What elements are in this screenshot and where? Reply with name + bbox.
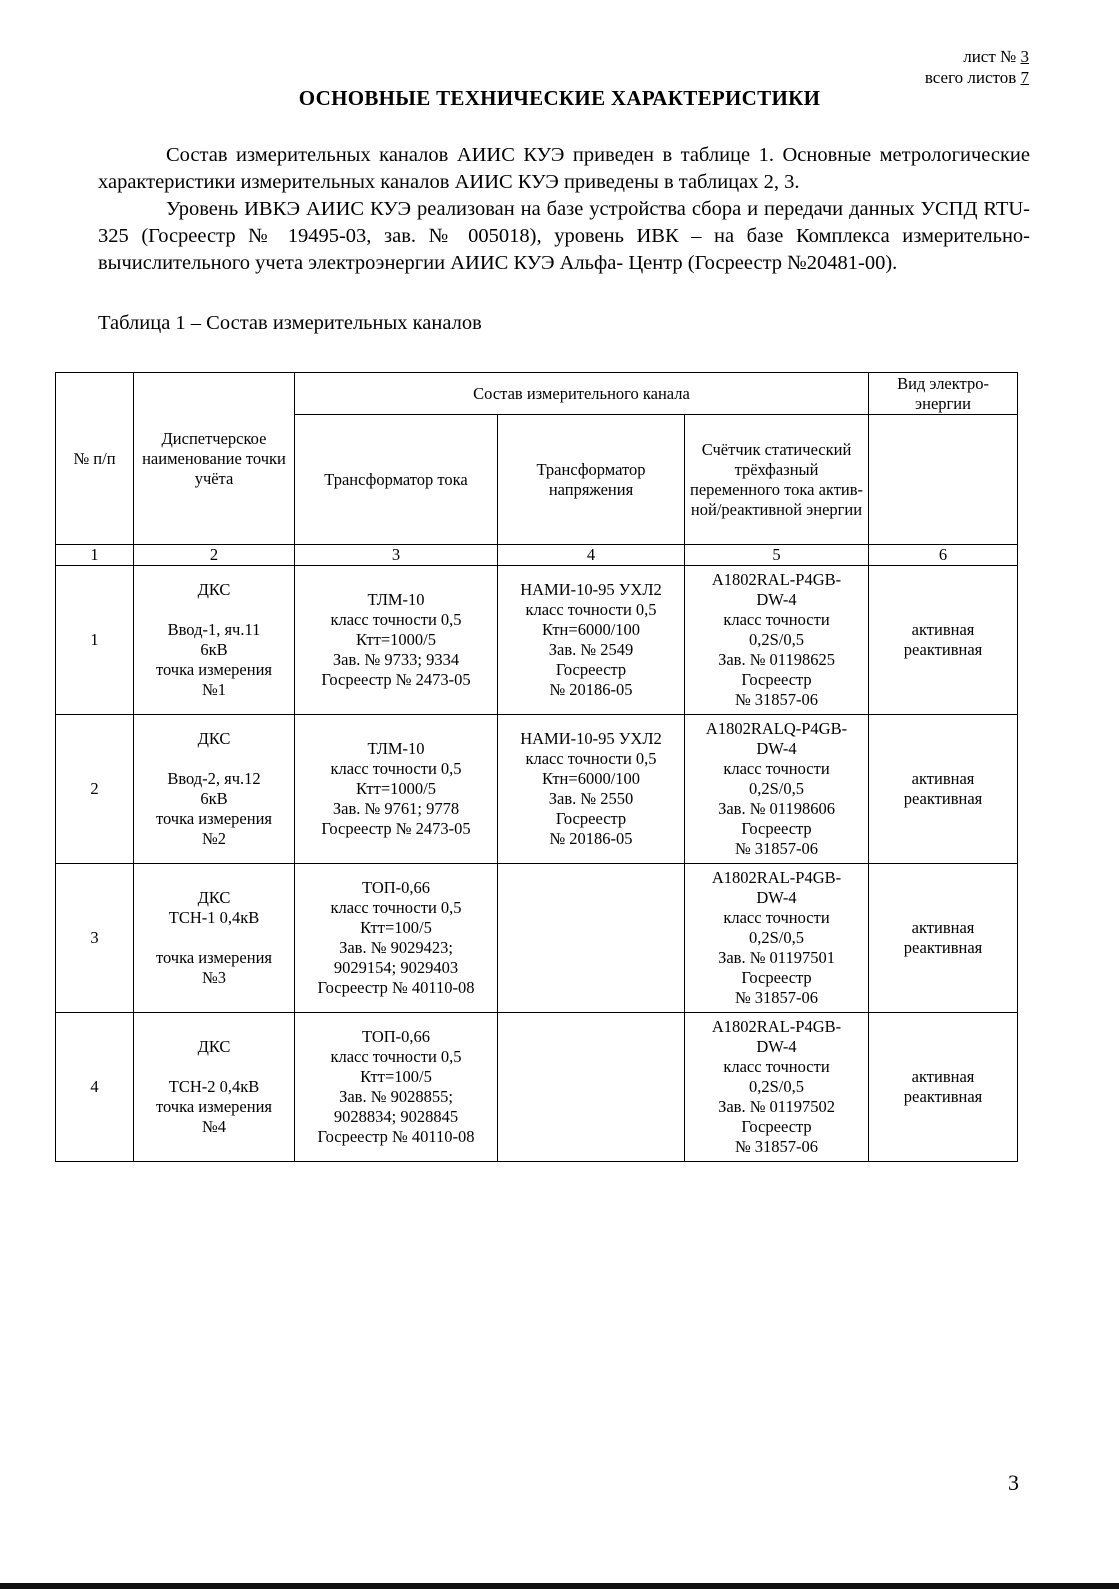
cell-meter — [685, 1013, 869, 1162]
cell-line: активная — [911, 769, 975, 788]
col-number: 1 — [56, 545, 134, 566]
cell-line: Госреестр — [555, 809, 627, 828]
cell-line: класс точности — [723, 1057, 830, 1076]
cell-num: 2 — [56, 715, 134, 864]
document-title: ОСНОВНЫЕ ТЕХНИЧЕСКИЕ ХАРАКТЕРИСТИКИ — [298, 86, 821, 110]
cell-line: класс точности 0,5 — [330, 1047, 462, 1066]
header-energy-empty — [869, 415, 1018, 545]
cell-line: Госреестр № 40110-08 — [317, 1127, 475, 1146]
cell-point — [134, 864, 295, 1013]
col-number: 4 — [498, 545, 685, 566]
table-row — [56, 566, 1018, 715]
cell-line — [137, 1057, 291, 1077]
cell-line — [137, 928, 291, 948]
paragraph: Уровень ИВКЭ АИИС КУЭ реализован на базе устройства сбора и передачи данных УСПД RTU-325 (Госреестр № 19495-03, зав. № 005018), уровень ИВК – на базе Комплекса измерительно-вычислительного учета электроэнергии АИИС КУЭ Альфа- Центр (Госреестр №20481-00). — [98, 198, 1030, 274]
cell-line: № 20186-05 — [549, 680, 633, 699]
cell-line: реактивная — [903, 789, 983, 808]
cell-line — [137, 600, 291, 620]
cell-point — [134, 715, 295, 864]
cell-line: Зав. № 01197502 — [718, 1097, 835, 1116]
header-ct: Трансформатор тока — [295, 415, 498, 545]
cell-line: Госреестр — [555, 660, 627, 679]
channels-table — [55, 372, 1018, 1162]
cell-line: Госреестр № 40110-08 — [317, 978, 475, 997]
cell-line: ТОП-0,66 — [361, 1027, 431, 1046]
cell-line: НАМИ-10-95 УХЛ2 — [520, 729, 662, 748]
column-numbers-row — [56, 545, 1018, 566]
cell-meter — [685, 864, 869, 1013]
cell-line: 0,2S/0,5 — [749, 630, 805, 649]
cell-line: активная — [911, 1067, 975, 1086]
cell-line: НАМИ-10-95 УХЛ2 — [520, 580, 662, 599]
cell-line: ДКС — [197, 729, 231, 748]
cell-line: ТСН-2 0,4кВ — [168, 1077, 260, 1096]
cell-line: класс точности — [723, 908, 830, 927]
cell-line: №3 — [202, 968, 226, 987]
sheet-number-line — [925, 46, 1029, 67]
table-caption: Таблица 1 – Состав измерительных каналов — [98, 312, 482, 334]
cell-line: А1802RAL-P4GB- — [711, 1017, 842, 1036]
cell-line: DW-4 — [756, 888, 797, 907]
cell-line: №4 — [202, 1117, 226, 1136]
cell-meter — [685, 715, 869, 864]
cell-line: Ктн=6000/100 — [541, 769, 641, 788]
cell-line: 0,2S/0,5 — [749, 779, 805, 798]
cell-line: А1802RAL-P4GB- — [711, 868, 842, 887]
header-num: № п/п — [56, 373, 134, 545]
cell-line: Госреестр — [741, 968, 812, 987]
cell-line — [137, 749, 291, 769]
cell-line: ДКС — [197, 1037, 231, 1056]
cell-line: Ктт=1000/5 — [356, 779, 436, 798]
cell-num: 3 — [56, 864, 134, 1013]
cell-line: класс точности 0,5 — [525, 600, 657, 619]
cell-line: точка измерения — [155, 1097, 273, 1116]
cell-line: DW-4 — [756, 1037, 797, 1056]
col-number: 3 — [295, 545, 498, 566]
cell-line: точка измерения — [155, 809, 273, 828]
cell-line: № 31857-06 — [734, 988, 819, 1007]
cell-line: Ввод-1, яч.11 — [167, 620, 261, 639]
cell-line: Зав. № 9761; 9778 — [332, 799, 460, 818]
cell-line: класс точности — [723, 759, 830, 778]
page-number: 3 — [1008, 1470, 1019, 1495]
header-meter: Счётчик статический трёхфазный переменного тока актив- ной/реактивной энергии — [685, 415, 869, 545]
cell-line: 0,2S/0,5 — [749, 1077, 805, 1096]
header-channel: Состав измерительного канала — [295, 373, 869, 415]
cell-energy — [869, 864, 1018, 1013]
cell-line: № 20186-05 — [549, 829, 633, 848]
cell-ct — [295, 864, 498, 1013]
sheet-label: лист № — [963, 47, 1017, 66]
cell-line: класс точности 0,5 — [525, 749, 657, 768]
cell-line: Госреестр — [741, 819, 812, 838]
cell-line: класс точности 0,5 — [330, 610, 462, 629]
cell-line: DW-4 — [756, 739, 797, 758]
cell-energy — [869, 1013, 1018, 1162]
cell-line: ТЛМ-10 — [367, 739, 425, 758]
cell-line: реактивная — [903, 1087, 983, 1106]
cell-line: ТОП-0,66 — [361, 878, 431, 897]
cell-line: ДКС — [197, 888, 231, 907]
sheet-total-label: всего листов — [924, 68, 1017, 87]
cell-num: 4 — [56, 1013, 134, 1162]
cell-line: 9029154; 9029403 — [333, 958, 459, 977]
cell-line: А1802RAL-P4GB- — [711, 570, 842, 589]
cell-ct — [295, 715, 498, 864]
cell-line: ТЛМ-10 — [367, 590, 425, 609]
cell-vt — [498, 1013, 685, 1162]
cell-line: Ктн=6000/100 — [541, 620, 641, 639]
cell-vt — [498, 715, 685, 864]
cell-line: №1 — [202, 680, 226, 699]
cell-line: точка измерения — [155, 660, 273, 679]
cell-point — [134, 1013, 295, 1162]
sheet-info — [925, 46, 1029, 88]
sheet-total-number: 7 — [1020, 68, 1029, 87]
cell-line: Госреестр № 2473-05 — [321, 670, 471, 689]
cell-line: Зав. № 9029423; — [339, 938, 453, 957]
cell-line: активная — [911, 620, 975, 639]
cell-line: ДКС — [197, 580, 231, 599]
cell-line: № 31857-06 — [734, 690, 819, 709]
cell-line: 6кВ — [200, 789, 228, 808]
cell-line: класс точности 0,5 — [330, 759, 462, 778]
scan-edge-bar — [0, 1583, 1119, 1589]
table-row — [56, 864, 1018, 1013]
cell-line: 9028834; 9028845 — [333, 1107, 459, 1126]
cell-line: № 31857-06 — [734, 839, 819, 858]
cell-line: DW-4 — [756, 590, 797, 609]
cell-meter — [685, 566, 869, 715]
cell-line: класс точности 0,5 — [330, 898, 462, 917]
cell-line: Ктт=100/5 — [360, 1067, 432, 1086]
body-text — [98, 142, 1030, 277]
cell-line: ТСН-1 0,4кВ — [168, 908, 260, 927]
cell-line: № 31857-06 — [734, 1137, 819, 1156]
cell-line: точка измерения — [155, 948, 273, 967]
cell-ct — [295, 566, 498, 715]
cell-energy — [869, 715, 1018, 864]
cell-line: Ктт=1000/5 — [356, 630, 436, 649]
cell-point — [134, 566, 295, 715]
cell-line: Зав. № 9733; 9334 — [332, 650, 460, 669]
sheet-number: 3 — [1020, 47, 1029, 66]
cell-line: Ввод-2, яч.12 — [167, 769, 261, 788]
cell-num: 1 — [56, 566, 134, 715]
header-energy: Вид электро- энергии — [869, 373, 1018, 415]
cell-line: №2 — [202, 829, 226, 848]
cell-line: реактивная — [903, 938, 983, 957]
cell-line: А1802RALQ-P4GB- — [705, 719, 848, 738]
cell-line: Ктт=100/5 — [360, 918, 432, 937]
cell-line: класс точности — [723, 610, 830, 629]
cell-line: Зав. № 01198606 — [718, 799, 835, 818]
sheet-total-line — [925, 67, 1029, 88]
cell-line: Госреестр — [741, 670, 812, 689]
col-number: 5 — [685, 545, 869, 566]
cell-line: реактивная — [903, 640, 983, 659]
col-number: 2 — [134, 545, 295, 566]
cell-line: 0,2S/0,5 — [749, 928, 805, 947]
cell-line: Госреестр — [741, 1117, 812, 1136]
col-number: 6 — [869, 545, 1018, 566]
cell-line: Зав. № 2550 — [548, 789, 634, 808]
cell-line: 6кВ — [200, 640, 228, 659]
cell-vt — [498, 566, 685, 715]
table-row — [56, 1013, 1018, 1162]
header-point: Диспетчерское наименование точки учёта — [134, 373, 295, 545]
cell-line: Зав. № 2549 — [548, 640, 634, 659]
cell-line: Зав. № 9028855; — [339, 1087, 453, 1106]
cell-line: Госреестр № 2473-05 — [321, 819, 471, 838]
table-row — [56, 715, 1018, 864]
cell-energy — [869, 566, 1018, 715]
paragraph: Состав измерительных каналов АИИС КУЭ приведен в таблице 1. Основные метрологические характеристики измерительных каналов АИИС КУЭ приведены в таблицах 2, 3. — [98, 144, 1030, 193]
cell-line: Зав. № 01197501 — [718, 948, 835, 967]
cell-line: активная — [911, 918, 975, 937]
header-vt: Трансформатор напряжения — [498, 415, 685, 545]
cell-line: Зав. № 01198625 — [718, 650, 835, 669]
cell-vt — [498, 864, 685, 1013]
cell-ct — [295, 1013, 498, 1162]
